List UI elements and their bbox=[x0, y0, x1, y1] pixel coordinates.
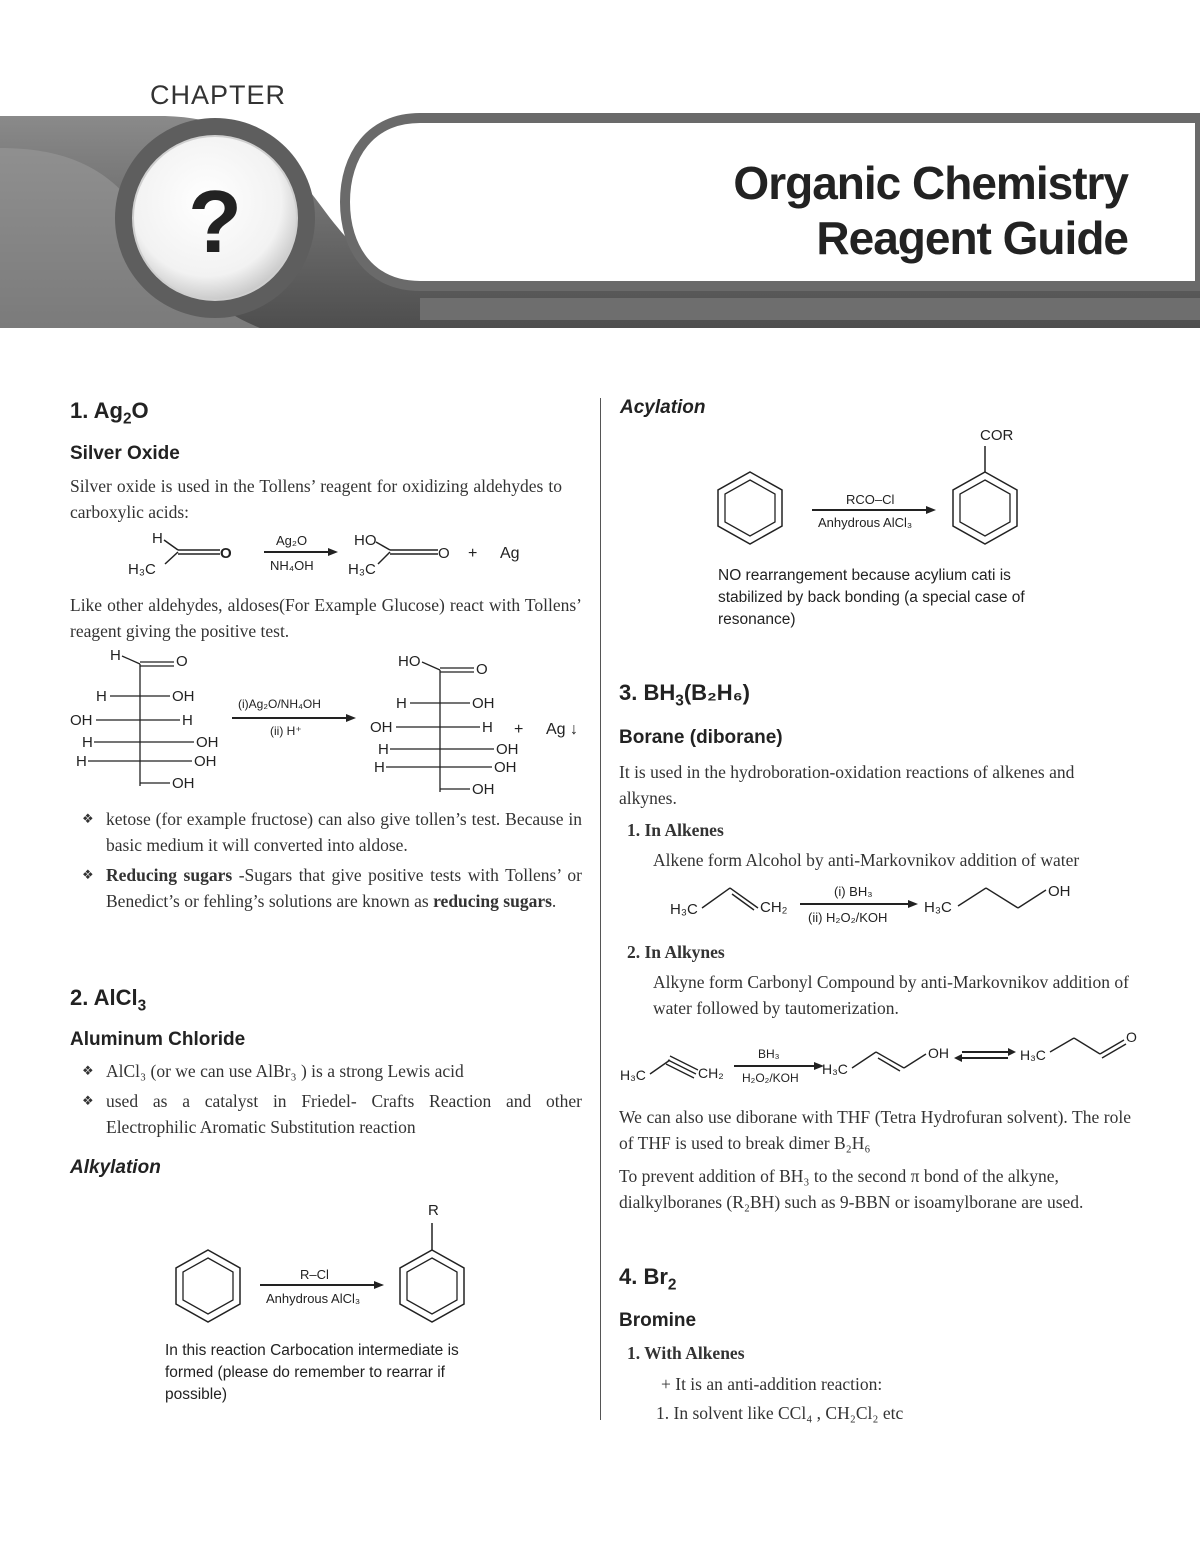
chapter-number: ? bbox=[188, 172, 242, 271]
section-1-bullets bbox=[70, 806, 582, 914]
rxn1-left-ch3: H₃C bbox=[128, 561, 156, 578]
svg-text:O: O bbox=[476, 661, 488, 678]
alkylation-note: In this reaction Carbocation intermediate is formed (please do remember to rearrar if possible) bbox=[165, 1342, 459, 1403]
svg-text:HO: HO bbox=[398, 653, 421, 670]
s4-item-1: 1. With Alkenes bbox=[627, 1343, 745, 1363]
alkenes-label: 1. In Alkenes bbox=[627, 820, 724, 840]
s2-heading-text: 2. AlCl bbox=[70, 985, 138, 1010]
svg-text:O: O bbox=[176, 653, 188, 670]
s4-sub-2: 1. In solvent like CCl₄ , CH₂Cl₂ etc bbox=[656, 1403, 904, 1423]
bullet-diamond-icon: ❖ bbox=[82, 1063, 94, 1078]
svg-text:H: H bbox=[374, 759, 385, 776]
acylation-note: NO rearrangement because acylium cati is stabilized by back bonding (a special case of resonance) bbox=[718, 567, 1025, 628]
svg-text:H: H bbox=[76, 753, 87, 770]
section-1-heading bbox=[70, 398, 149, 428]
bullet-item bbox=[70, 1058, 582, 1084]
alkylation-reagent-bottom: Anhydrous AlCl₃ bbox=[266, 1291, 361, 1306]
s1-heading-tail: O bbox=[131, 398, 149, 423]
s4-heading-sub: 2 bbox=[667, 1276, 677, 1294]
svg-text:H: H bbox=[82, 734, 93, 751]
alkyne-mid-h3c: H₃C bbox=[822, 1061, 848, 1077]
title-line-1: Organic Chemistry bbox=[733, 157, 1128, 209]
tollens-aldehyde-reaction bbox=[120, 528, 540, 580]
bullet-item bbox=[70, 806, 582, 858]
section-4-subheading: Bromine bbox=[619, 1310, 697, 1331]
svg-text:H: H bbox=[378, 741, 389, 758]
svg-text:OH: OH bbox=[494, 759, 517, 776]
alkyne-reagent-top: BH₃ bbox=[758, 1047, 780, 1061]
section-3-paragraph-1: It is used in the hydroboration-oxidation reactions of alkenes and alkynes. bbox=[619, 762, 1075, 808]
section-3-subheading: Borane (diborane) bbox=[619, 727, 783, 748]
rxn2-product-ag: Ag ↓ bbox=[546, 721, 579, 738]
svg-text:H: H bbox=[182, 712, 193, 729]
chapter-label: CHAPTER bbox=[150, 80, 287, 110]
alkyne-right-h3c: H₃C bbox=[1020, 1047, 1046, 1063]
s2-bullet-2: used as a catalyst in Friedel- Crafts Reaction and other Electrophilic Aromatic Substitution reaction bbox=[106, 1091, 582, 1137]
rxn2-reagent-bottom: (ii) H⁺ bbox=[270, 724, 302, 738]
alkyne-left-h3c: H₃C bbox=[620, 1067, 646, 1083]
rxn1-left-h: H bbox=[152, 530, 163, 547]
page-title bbox=[733, 156, 1128, 266]
alkene-left-h3c: H₃C bbox=[670, 901, 698, 918]
alkylation-reaction bbox=[160, 1195, 500, 1345]
alkyne-left-ch2: CH₂ bbox=[698, 1065, 724, 1081]
alkyne-hydroboration-reaction bbox=[616, 1028, 1146, 1090]
bullet-diamond-icon: ❖ bbox=[82, 1093, 94, 1108]
svg-text:OH: OH bbox=[194, 753, 217, 770]
s3-heading-text: 3. BH bbox=[619, 680, 676, 705]
rxn1-reagent-top: Ag₂O bbox=[276, 533, 308, 548]
section-2-bullets bbox=[70, 1058, 582, 1140]
s1-heading-text: 1. Ag bbox=[70, 398, 123, 423]
alkyne-reagent-bottom: H₂O₂/KOH bbox=[742, 1071, 799, 1085]
section-4-heading bbox=[619, 1264, 676, 1294]
rxn1-right-ch3: H₃C bbox=[348, 561, 376, 578]
svg-text:H: H bbox=[110, 647, 121, 664]
title-line-2: Reagent Guide bbox=[816, 212, 1128, 264]
section-2-heading bbox=[70, 985, 146, 1015]
section-1-subheading: Silver Oxide bbox=[70, 443, 180, 464]
acylation-substituent: COR bbox=[980, 427, 1014, 444]
s4-heading-text: 4. Br bbox=[619, 1264, 668, 1289]
svg-text:OH: OH bbox=[70, 712, 93, 729]
alkylation-reagent-top: R–Cl bbox=[300, 1267, 329, 1282]
column-divider bbox=[600, 398, 601, 1420]
svg-text:OH: OH bbox=[172, 775, 195, 792]
acylation-heading: Acylation bbox=[620, 397, 706, 418]
alkene-reagent-top: (i) BH₃ bbox=[834, 884, 873, 899]
acylation-reaction bbox=[712, 420, 1052, 550]
section-1-paragraph-1: Silver oxide is used in the Tollens’ reagent for oxidizing aldehydes to carboxylic acids: bbox=[70, 476, 562, 522]
bullet-2-bold2: reducing sugars bbox=[433, 891, 552, 911]
rxn2-reagent-top: (i)Ag₂O/NH₄OH bbox=[238, 697, 321, 711]
rxn1-left-o: O bbox=[220, 545, 232, 562]
alkenes-text: Alkene form Alcohol by anti-Markovnikov addition of water bbox=[653, 850, 1080, 870]
alkylation-heading: Alkylation bbox=[70, 1157, 161, 1178]
alkynes-label: 2. In Alkynes bbox=[627, 942, 725, 962]
alkene-hydroboration-reaction bbox=[668, 876, 1088, 926]
alkyne-right-o: O bbox=[1126, 1029, 1137, 1045]
alkene-left-ch2: CH₂ bbox=[760, 899, 788, 916]
alkyne-mid-oh: OH bbox=[928, 1045, 949, 1061]
section-3-paragraph-2: We can also use diborane with THF (Tetra Hydrofuran solvent). The role of THF is used to break dimer B₂H₆ bbox=[619, 1107, 1131, 1153]
bullet-item bbox=[70, 1088, 582, 1140]
bullet-diamond-icon: ❖ bbox=[82, 867, 94, 882]
section-3-heading: 3. $BH_3(B_2H_6)$ bbox=[619, 680, 751, 710]
bullet-1-text: ketose (for example fructose) can also give tollen’s test. Because in basic medium it will converted into aldose. bbox=[106, 809, 582, 855]
s1-heading-sub: 2 bbox=[122, 410, 132, 428]
bullet-2-text: -Sugars that give positive tests with Tollens’ or Benedict’s or fehling’s solutions are known as bbox=[106, 865, 582, 911]
rxn1-plus: + bbox=[468, 545, 478, 562]
svg-text:H: H bbox=[482, 719, 493, 736]
svg-text:OH: OH bbox=[472, 781, 495, 794]
bullet-2-end: . bbox=[551, 891, 557, 911]
rxn1-right-ho: HO bbox=[354, 532, 377, 549]
svg-text:OH: OH bbox=[172, 688, 195, 705]
bullet-item bbox=[70, 862, 582, 914]
s2-bullet-1: AlCl₃ (or we can use AlBr₃ ) is a strong Lewis acid bbox=[106, 1061, 464, 1081]
acylation-reagent-top: RCO–Cl bbox=[846, 492, 895, 507]
acylation-reagent-bottom: Anhydrous AlCl₃ bbox=[818, 515, 913, 530]
rxn2-plus: + bbox=[514, 721, 524, 738]
alkynes-text: Alkyne form Carbonyl Compound by anti-Markovnikov addition of water followed by tautomerization. bbox=[653, 972, 1129, 1018]
rxn1-product-ag: Ag bbox=[500, 545, 520, 562]
s4-sub-1: + It is an anti-addition reaction: bbox=[661, 1374, 883, 1394]
rxn1-reagent-bottom: NH₄OH bbox=[270, 558, 314, 573]
alkene-reagent-bottom: (ii) H₂O₂/KOH bbox=[808, 910, 888, 925]
s3-heading-rest: (B₂H₆) bbox=[683, 680, 751, 705]
alkene-right-oh: OH bbox=[1048, 883, 1071, 900]
s2-heading-sub: 3 bbox=[137, 997, 147, 1015]
svg-text:OH: OH bbox=[370, 719, 393, 736]
bullet-2-bold: Reducing sugars bbox=[106, 865, 233, 885]
alkene-right-h3c: H₃C bbox=[924, 899, 952, 916]
svg-text:OH: OH bbox=[496, 741, 519, 758]
svg-text:OH: OH bbox=[196, 734, 219, 751]
section-1-paragraph-2: Like other aldehydes, aldoses(For Example Glucose) react with Tollens’ reagent giving the positive test. bbox=[70, 595, 582, 641]
rxn1-right-o: O bbox=[438, 545, 450, 562]
bullet-diamond-icon: ❖ bbox=[82, 811, 94, 826]
svg-text:H: H bbox=[396, 695, 407, 712]
section-3-paragraph-3: To prevent addition of BH₃ to the second π bond of the alkyne, dialkylboranes (R₂BH) such as 9-BBN or isoamylborane are used. bbox=[619, 1166, 1084, 1212]
svg-text:OH: OH bbox=[472, 695, 495, 712]
section-2-subheading: Aluminum Chloride bbox=[70, 1029, 246, 1050]
glucose-tollens-reaction bbox=[66, 644, 586, 794]
svg-text:H: H bbox=[96, 688, 107, 705]
alkylation-substituent: R bbox=[428, 1202, 439, 1219]
